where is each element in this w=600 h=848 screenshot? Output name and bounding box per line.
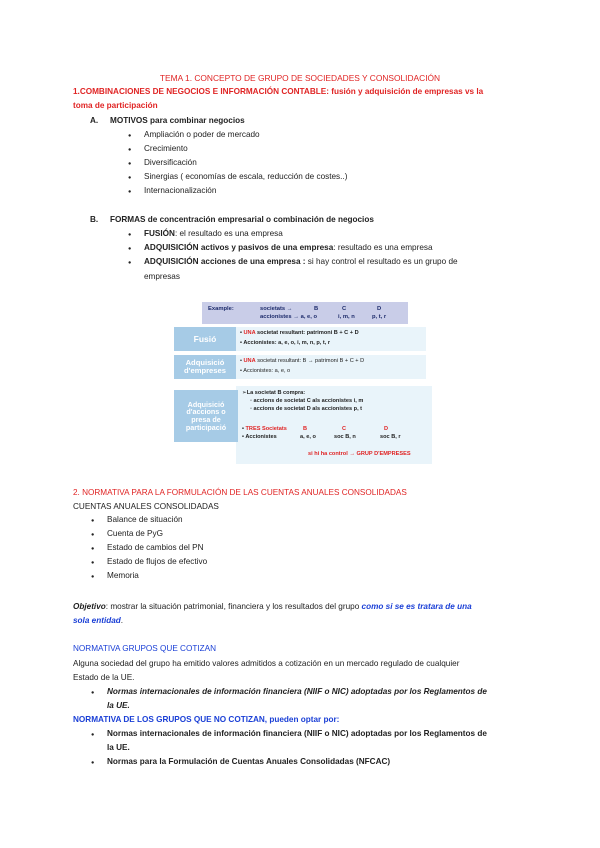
participacio-acc-d: soc B, r xyxy=(380,434,401,440)
cotizan-list xyxy=(91,686,487,700)
list-item: ● Ampliación o poder de mercado xyxy=(128,129,347,143)
adquisicio-line1: • UNA societat resultant: B → patrimoni B + C + D xyxy=(240,358,365,364)
no-cotizan-list-2 xyxy=(91,756,390,770)
motivos-list xyxy=(128,129,347,199)
participacio-line4: • TRES Societats xyxy=(242,426,287,432)
list-item: ● Diversificación xyxy=(128,157,347,171)
participacio-line3: ◦ accions de societat D als accionistes p, t xyxy=(250,406,363,412)
example-col-b: B xyxy=(314,306,319,312)
cotizan-item-continuation: la UE. xyxy=(107,701,130,710)
example-societats: societats → xyxy=(260,306,293,312)
section-b-marker: B. xyxy=(90,215,99,224)
example-col-c: C xyxy=(342,306,347,312)
participacio-line5: • Accionistes xyxy=(242,434,277,440)
section4-heading: NORMATIVA DE LOS GRUPOS QUE NO COTIZAN, pueden optar por: xyxy=(73,715,340,724)
participacio-col-b: B xyxy=(303,426,308,432)
list-item: ● Memoria xyxy=(91,570,207,584)
participacio-control: si hi ha control → GRUP D'EMPRESES xyxy=(308,451,411,457)
adquisicio-line2: • Accionistes: a, e, o xyxy=(240,368,291,374)
list-item: ● Estado de cambios del PN xyxy=(91,542,207,556)
section3-para-line2: Estado de la UE. xyxy=(73,673,135,682)
participacio-acc-c: soc B, n xyxy=(334,434,356,440)
cuentas-list xyxy=(91,514,207,584)
list-item: ● Crecimiento xyxy=(128,143,347,157)
list-item: ● Sinergias ( economías de escala, reducción de costes..) xyxy=(128,171,347,185)
page-title: TEMA 1. CONCEPTO DE GRUPO DE SOCIEDADES Y CONSOLIDACIÓN xyxy=(159,73,441,83)
fusio-line2: • Accionistes: a, e, o, i, m, n, p, t, r xyxy=(240,340,331,346)
formas-item-continuation: empresas xyxy=(144,272,180,281)
fusio-line1: • UNA societat resultant: patrimoni B + C + D xyxy=(240,330,359,336)
participacio-col-d: D xyxy=(384,426,389,432)
section1-heading-line1: 1.COMBINACIONES DE NEGOCIOS E INFORMACIÓN CONTABLE: fusión y adquisición de empresas vs la xyxy=(73,87,484,96)
list-item: ● ADQUISICIÓN acciones de una empresa : si hay control el resultado es un grupo de xyxy=(128,256,458,270)
section-a-title: MOTIVOS para combinar negocios xyxy=(110,116,245,125)
section3-para-line1: Alguna sociedad del grupo ha emitido valores admitidos a cotización en un mercado regulado de cualquier xyxy=(73,659,460,668)
list-item: ● Cuenta de PyG xyxy=(91,528,207,542)
objetivo-line1: Objetivo: mostrar la situación patrimonial, financiera y los resultados del grupo como si se es tratara de una xyxy=(73,602,472,611)
list-item: ● Normas internacionales de información financiera (NIIF o NIC) adoptadas por los Reglamentos de xyxy=(91,728,487,742)
formas-list xyxy=(128,228,458,270)
list-item: ● Internacionalización xyxy=(128,185,347,199)
section2-heading: 2. NORMATIVA PARA LA FORMULACIÓN DE LAS CUENTAS ANUALES CONSOLIDADAS xyxy=(73,488,407,497)
combination-diagram xyxy=(172,300,434,468)
list-item: ● Estado de flujos de efectivo xyxy=(91,556,207,570)
example-acc-c: i, m, n xyxy=(338,314,355,320)
participacio-label: Adquisició d'accions o presa de participació xyxy=(174,390,238,442)
adquisicio-label: Adquisició d'empreses xyxy=(174,355,236,379)
section-b-title: FORMAS de concentración empresarial o combinación de negocios xyxy=(110,215,374,224)
example-label: Example: xyxy=(208,306,234,312)
list-item: ● FUSIÓN: el resultado es una empresa xyxy=(128,228,458,242)
list-item: ● Balance de situación xyxy=(91,514,207,528)
example-accionistes: accionistes → a, e, o xyxy=(260,314,318,320)
list-item: ● Normas internacionales de información financiera (NIIF o NIC) adoptadas por los Reglamentos de xyxy=(91,686,487,700)
objetivo-line2: sola entidad. xyxy=(73,616,124,625)
section3-heading: NORMATIVA GRUPOS QUE COTIZAN xyxy=(73,644,216,653)
example-acc-d: p, t, r xyxy=(372,314,387,320)
no-cotizan-item-continuation: la UE. xyxy=(107,743,130,752)
section1-heading-line2: toma de participación xyxy=(73,101,158,110)
section2-subheading: CUENTAS ANUALES CONSOLIDADAS xyxy=(73,502,219,511)
list-item: ● Normas para la Formulación de Cuentas Anuales Consolidadas (NFCAC) xyxy=(91,756,390,770)
fusio-label: Fusió xyxy=(174,327,236,351)
section-a-marker: A. xyxy=(90,116,99,125)
no-cotizan-list xyxy=(91,728,487,742)
participacio-line1: ➢La societat B compra: xyxy=(242,390,306,396)
example-col-d: D xyxy=(377,306,382,312)
participacio-acc-b: a, e, o xyxy=(300,434,316,440)
list-item: ● ADQUISICIÓN activos y pasivos de una empresa: resultado es una empresa xyxy=(128,242,458,256)
participacio-col-c: C xyxy=(342,426,347,432)
participacio-line2: ◦ accions de societat C als accionistes i, m xyxy=(250,398,364,404)
